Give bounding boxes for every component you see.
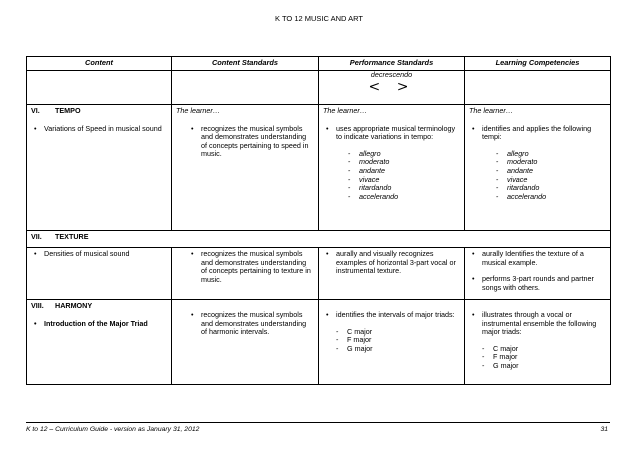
table-row-continuation (27, 71, 611, 105)
column-header-content: Content (27, 57, 172, 71)
section-heading-tempo (31, 107, 167, 116)
section-title: TEXTURE (55, 232, 89, 241)
page-footer (26, 422, 610, 433)
competency-text: illustrates through a vocal or instrumental ensemble the following major triads: (482, 310, 597, 337)
list-item: - andante (496, 167, 606, 176)
content-item: • Introduction of the Major Triad (31, 320, 167, 329)
section-number: VI. (31, 106, 40, 115)
learner-intro: The learner… (469, 106, 513, 115)
performance-standard-item (323, 125, 460, 202)
list-item: - allegro (496, 150, 606, 159)
learner-intro: The learner… (176, 106, 220, 115)
list-item: - C major (482, 345, 606, 354)
decrescendo-cell (319, 71, 464, 94)
list-item: - ritardando (348, 184, 460, 193)
content-standard-item: • recognizes the musical symbols and demonstrates understanding of concepts pertaining to speed in music. (188, 125, 314, 159)
list-item: - accelerando (496, 193, 606, 202)
column-header-learning-competencies: Learning Competencies (465, 57, 611, 71)
list-item: - accelerando (348, 193, 460, 202)
column-header-performance-standards: Performance Standards (319, 57, 465, 71)
document-title: K TO 12 MUSIC AND ART (275, 14, 363, 23)
list-item: - ritardando (496, 184, 606, 193)
list-item: - G major (482, 362, 606, 371)
curriculum-table (26, 56, 611, 385)
performance-text: identifies the intervals of major triads: (336, 310, 455, 319)
table-row-texture (27, 248, 611, 300)
table-row-harmony (27, 300, 611, 385)
crescendo-decrescendo-symbol: < > (368, 78, 415, 95)
list-item: - vivace (348, 176, 460, 185)
competency-item: • aurally Identifies the texture of a musical example. (469, 250, 606, 267)
content-item: • Variations of Speed in musical sound (31, 125, 167, 134)
section-number: VIII. (31, 301, 44, 310)
section-heading-texture (31, 233, 606, 242)
section-heading-harmony (31, 302, 167, 311)
section-title: TEMPO (55, 106, 81, 115)
list-item: - C major (336, 328, 460, 337)
section-number: VII. (31, 232, 42, 241)
performance-text: uses appropriate musical terminology to indicate variations in tempo: (336, 123, 456, 142)
content-item: • Densities of musical sound (31, 250, 167, 259)
section-title: HARMONY (55, 301, 93, 310)
list-item: - G major (336, 345, 460, 354)
list-item: - F major (336, 336, 460, 345)
table-row-texture-heading (27, 231, 611, 248)
column-header-content-standards: Content Standards (172, 57, 319, 71)
list-item: - vivace (496, 176, 606, 185)
performance-standard-item (323, 311, 460, 353)
footer-text: K to 12 – Curriculum Guide - version as January 31, 2012 (26, 426, 200, 433)
competency-text: identifies and applies the following tempi: (482, 123, 592, 142)
competency-item: • performs 3-part rounds and partner songs with others. (469, 275, 606, 292)
content-standard-item: • recognizes the musical symbols and demonstrates understanding of concepts pertaining to texture in music. (188, 250, 314, 284)
list-item: - moderato (348, 158, 460, 167)
competency-item (469, 125, 606, 202)
list-item: - moderato (496, 158, 606, 167)
table-row-tempo (27, 105, 611, 231)
table-header-row (27, 57, 611, 71)
competency-item (469, 311, 606, 371)
content-standard-item: • recognizes the musical symbols and demonstrates understanding of harmonic intervals. (188, 311, 314, 337)
list-item: - F major (482, 353, 606, 362)
list-item: - andante (348, 167, 460, 176)
page-number: 31 (600, 426, 608, 433)
performance-standard-item: • aurally and visually recognizes examples of horizontal 3-part vocal or instrumental texture. (323, 250, 460, 276)
decrescendo-term: decrescendo (370, 70, 413, 79)
list-item: - allegro (348, 150, 460, 159)
learner-intro: The learner… (323, 106, 367, 115)
